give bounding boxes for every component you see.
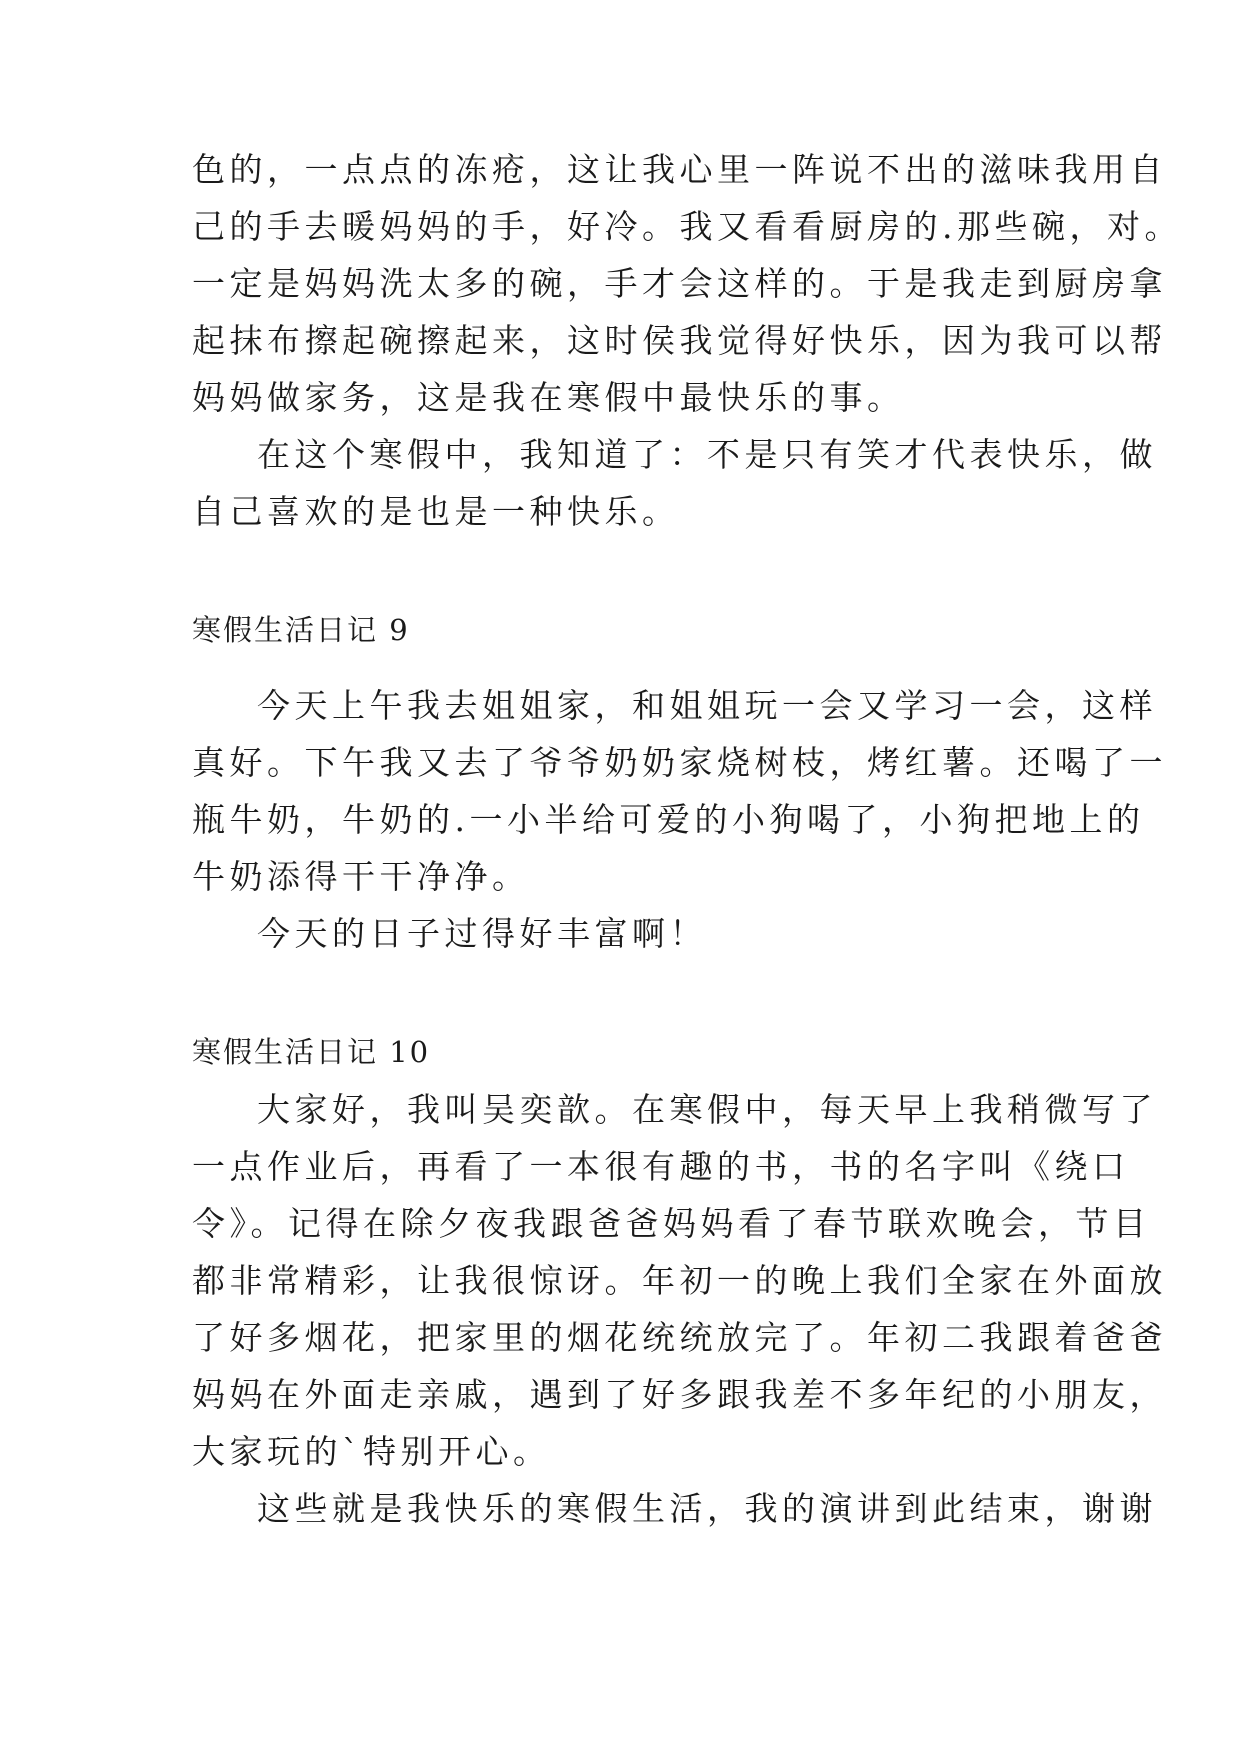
paragraph-line: 牛奶添得干干净净。 (192, 857, 530, 896)
paragraph-line: 起抹布擦起碗擦起来，这时侯我觉得好快乐，因为我可以帮 (192, 321, 1167, 360)
paragraph-line: 大家好，我叫吴奕歆。在寒假中，每天早上我稍微写了 (257, 1090, 1157, 1129)
section-heading: 寒假生活日记 10 (192, 1035, 431, 1069)
paragraph-line: 了好多烟花，把家里的烟花统统放完了。年初二我跟着爸爸 (192, 1318, 1167, 1357)
paragraph-line: 一点作业后，再看了一本很有趣的书，书的名字叫《绕口 (192, 1147, 1130, 1186)
paragraph-line: 一定是妈妈洗太多的碗，手才会这样的。于是我走到厨房拿 (192, 264, 1167, 303)
paragraph-line: 色的，一点点的冻疮，这让我心里一阵说不出的滋味我用自 (192, 150, 1167, 189)
paragraph-line: 令》。记得在除夕夜我跟爸爸妈妈看了春节联欢晚会，节目 (192, 1204, 1151, 1243)
paragraph-line: 今天上午我去姐姐家，和姐姐玩一会又学习一会，这样 (257, 686, 1157, 725)
paragraph-line: 在这个寒假中，我知道了：不是只有笑才代表快乐，做 (257, 435, 1157, 474)
paragraph-line: 妈妈在外面走亲戚，遇到了好多跟我差不多年纪的小朋友， (192, 1375, 1167, 1414)
paragraph-line: 大家玩的`特别开心。 (192, 1432, 551, 1471)
paragraph-line: 真好。下午我又去了爷爷奶奶家烧树枝，烤红薯。还喝了一 (192, 743, 1167, 782)
paragraph-line: 这些就是我快乐的寒假生活，我的演讲到此结束，谢谢 (257, 1489, 1157, 1528)
paragraph-line: 自己喜欢的是也是一种快乐。 (192, 492, 680, 531)
paragraph-line: 己的手去暖妈妈的手，好冷。我又看看厨房的.那些碗，对。 (192, 207, 1182, 246)
paragraph-line: 都非常精彩，让我很惊讶。年初一的晚上我们全家在外面放 (192, 1261, 1167, 1300)
paragraph-line: 妈妈做家务，这是我在寒假中最快乐的事。 (192, 378, 905, 417)
paragraph-line: 瓶牛奶，牛奶的.一小半给可爱的小狗喝了，小狗把地上的 (192, 800, 1145, 839)
section-heading: 寒假生活日记 9 (192, 613, 410, 647)
paragraph-line: 今天的日子过得好丰富啊！ (257, 914, 707, 953)
